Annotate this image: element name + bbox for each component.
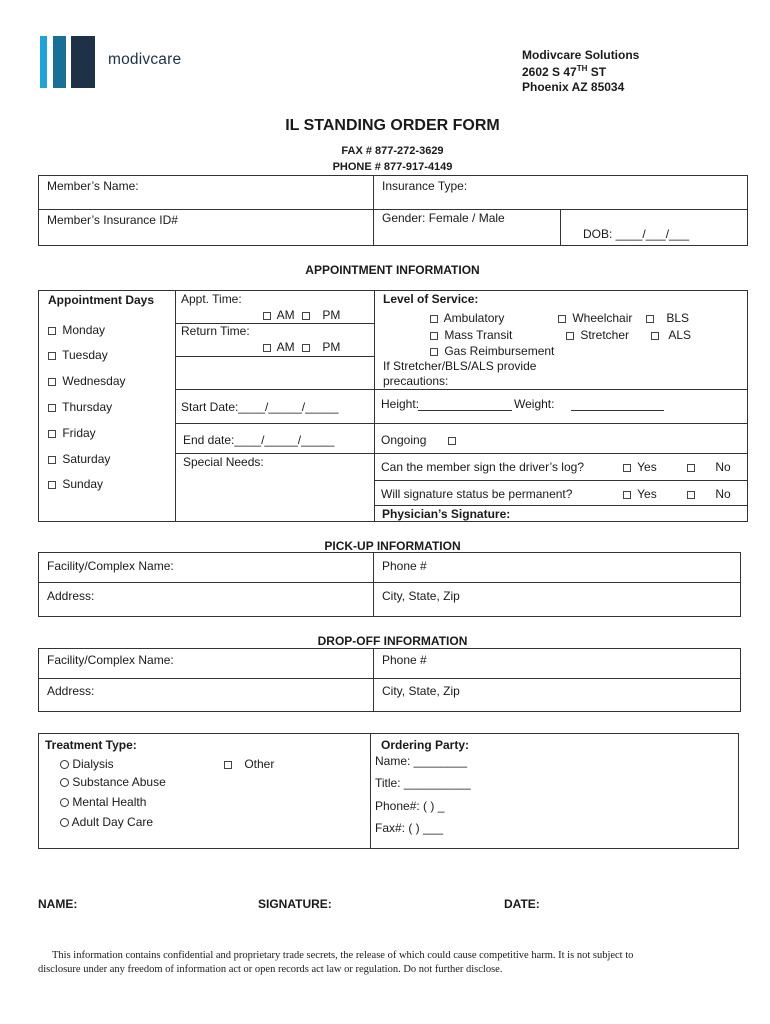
pickup-section-title: PICK-UP INFORMATION (324, 539, 461, 553)
appt-q-line-2 (374, 505, 748, 506)
logo-bar-2 (53, 36, 66, 88)
ongoing-label: Ongoing (381, 433, 427, 447)
checkbox[interactable] (48, 404, 56, 412)
pickup-divider-v (373, 552, 374, 617)
checkbox[interactable] (48, 352, 56, 360)
disclaimer-line-2: disclosure under any freedom of information act or open records act law or regulation. Do not further disclose. (38, 964, 503, 975)
member-name-field[interactable]: Member’s Name: (47, 179, 139, 193)
pm-label: PM (322, 308, 341, 322)
checkbox[interactable] (430, 315, 438, 323)
radio-button[interactable] (60, 760, 69, 769)
appt-special-line (175, 453, 748, 454)
yes-label: Yes (637, 460, 657, 474)
treatment-mental-health[interactable] (60, 795, 146, 809)
treatment-label: Adult Day Care (71, 815, 154, 829)
pickup-facility-field[interactable]: Facility/Complex Name: (47, 559, 174, 573)
gender-field[interactable]: Gender: Female / Male (382, 211, 505, 225)
am-label: AM (276, 340, 295, 354)
option-label: Stretcher (580, 328, 630, 342)
height-label: Height: (381, 397, 420, 411)
treatment-type-label: Treatment Type: (45, 738, 137, 752)
fax-number: FAX # 877-272-3629 (341, 145, 444, 157)
day-friday[interactable] (48, 426, 96, 440)
option-label: BLS (666, 311, 690, 325)
option-label: Mass Transit (444, 328, 513, 342)
appt-dates-line-2 (175, 423, 748, 424)
address-sup: TH (576, 64, 588, 73)
appt-time-label: Appt. Time: (181, 292, 242, 306)
radio-button[interactable] (60, 818, 69, 827)
form-title: IL STANDING ORDER FORM (285, 117, 500, 134)
appt-time-ampm[interactable] (263, 308, 340, 322)
ongoing-field[interactable] (381, 433, 459, 447)
day-label: Monday (62, 323, 106, 337)
return-time-label: Return Time: (181, 324, 250, 338)
precautions-line-2[interactable]: precautions: (383, 374, 449, 388)
ordering-name-field[interactable]: Name: ________ (375, 754, 468, 768)
dropoff-phone-field[interactable]: Phone # (382, 653, 427, 667)
dropoff-facility-field[interactable]: Facility/Complex Name: (47, 653, 174, 667)
no-label: No (715, 460, 731, 474)
dropoff-address-field[interactable]: Address: (47, 684, 95, 698)
member-divider-h (38, 209, 748, 210)
treatment-divider-v (370, 733, 371, 849)
checkbox[interactable] (48, 430, 56, 438)
pm-checkbox[interactable] (302, 344, 310, 352)
appt-q-line-1 (374, 480, 748, 481)
height-underline (418, 410, 512, 411)
checkbox[interactable] (48, 481, 56, 489)
checkbox[interactable] (430, 332, 438, 340)
day-wednesday[interactable] (48, 374, 126, 388)
checkbox[interactable] (558, 315, 566, 323)
special-needs-field[interactable]: Special Needs: (183, 455, 264, 469)
logo (40, 34, 190, 90)
day-monday[interactable] (48, 323, 105, 337)
signature-field[interactable]: SIGNATURE: (258, 897, 332, 911)
pickup-address-field[interactable]: Address: (47, 589, 95, 603)
checkbox[interactable] (224, 761, 232, 769)
day-label: Sunday (62, 477, 104, 491)
day-label: Wednesday (62, 374, 126, 388)
pickup-divider-h (38, 582, 741, 583)
pm-label: PM (322, 340, 341, 354)
treatment-dialysis[interactable] (60, 757, 114, 771)
checkbox[interactable] (566, 332, 574, 340)
treatment-substance-abuse[interactable] (60, 775, 166, 789)
day-tuesday[interactable] (48, 348, 108, 362)
option-wheelchair[interactable] (558, 311, 632, 325)
member-divider-v (373, 175, 374, 246)
disclaimer-line-1: This information contains confidential and proprietary trade secrets, the release of which could cause competitive harm. It is not subject to (52, 950, 634, 961)
end-date-field[interactable]: End date:____/_____/_____ (183, 433, 335, 447)
dropoff-section-title: DROP-OFF INFORMATION (317, 634, 468, 648)
am-label: AM (276, 308, 295, 322)
day-label: Friday (62, 426, 96, 440)
am-checkbox[interactable] (263, 312, 271, 320)
ordering-party-label: Ordering Party: (381, 738, 470, 752)
appt-col-divider-1 (175, 290, 176, 522)
option-label: Ambulatory (443, 311, 505, 325)
company-address (522, 64, 606, 79)
company-name: Modivcare Solutions (522, 48, 640, 62)
day-label: Tuesday (62, 348, 108, 362)
insurance-type-field[interactable]: Insurance Type: (382, 179, 468, 193)
dropoff-divider-v (373, 648, 374, 712)
appt-dates-line-1 (175, 389, 748, 390)
checkbox[interactable] (430, 348, 438, 356)
radio-button[interactable] (60, 778, 69, 787)
option-ambulatory[interactable] (430, 311, 504, 325)
insurance-id-field[interactable]: Member’s Insurance ID# (47, 213, 178, 227)
ordering-title-field[interactable]: Title: __________ (375, 776, 471, 790)
appt-col-divider-2 (374, 290, 375, 522)
checkbox[interactable] (48, 456, 56, 464)
am-checkbox[interactable] (263, 344, 271, 352)
dropoff-city-field[interactable]: City, State, Zip (382, 684, 460, 698)
treatment-label: Mental Health (72, 795, 147, 809)
return-time-ampm[interactable] (263, 340, 340, 354)
permanent-no[interactable] (687, 487, 731, 501)
logo-bar-1 (40, 36, 47, 88)
no-label: No (715, 487, 731, 501)
pickup-phone-field[interactable]: Phone # (382, 559, 427, 573)
day-thursday[interactable] (48, 400, 112, 414)
treatment-other[interactable] (224, 757, 274, 771)
option-label: ALS (668, 328, 692, 342)
weight-underline (571, 410, 664, 411)
treatment-adult-day-care[interactable] (60, 815, 153, 829)
checkbox[interactable] (48, 378, 56, 386)
treatment-label: Substance Abuse (72, 775, 166, 789)
dob-field[interactable]: DOB: ____/___/___ (583, 227, 690, 241)
physician-signature-field[interactable]: Physician’s Signature: (382, 507, 511, 521)
height-field[interactable] (381, 397, 419, 411)
name-signature-field[interactable]: NAME: (38, 897, 78, 911)
checkbox[interactable] (623, 464, 631, 472)
permanent-question: Will signature status be permanent? (381, 487, 573, 501)
appointment-section-title: APPOINTMENT INFORMATION (305, 263, 480, 277)
checkbox[interactable] (687, 464, 695, 472)
ongoing-checkbox[interactable] (448, 437, 456, 445)
treatment-label: Dialysis (72, 757, 114, 771)
dropoff-divider-h (38, 678, 741, 679)
pickup-city-field[interactable]: City, State, Zip (382, 589, 460, 603)
yes-label: Yes (637, 487, 657, 501)
address-tail: ST (587, 65, 607, 79)
option-label: Gas Reimbursement (444, 344, 555, 358)
weight-field[interactable] (514, 397, 554, 411)
sign-log-yes[interactable] (623, 460, 657, 474)
day-label: Saturday (62, 452, 111, 466)
logo-bar-3 (71, 36, 95, 88)
checkbox[interactable] (687, 491, 695, 499)
sign-log-question: Can the member sign the driver’s log? (381, 460, 584, 474)
other-label: Other (244, 757, 275, 771)
appt-return-line (175, 356, 375, 357)
day-label: Thursday (62, 400, 113, 414)
option-stretcher[interactable] (566, 328, 629, 342)
logo-text: modivcare (108, 51, 182, 68)
option-gas-reimbursement[interactable] (430, 344, 554, 358)
checkbox[interactable] (623, 491, 631, 499)
checkbox[interactable] (646, 315, 654, 323)
appointment-days-header: Appointment Days (48, 293, 155, 307)
sign-log-no[interactable] (687, 460, 731, 474)
date-field[interactable]: DATE: (504, 897, 540, 911)
checkbox[interactable] (48, 327, 56, 335)
option-bls[interactable] (646, 311, 689, 325)
radio-button[interactable] (60, 798, 69, 807)
permanent-yes[interactable] (623, 487, 657, 501)
ordering-phone-field[interactable]: Phone#: ( ) _ (375, 799, 445, 813)
dob-divider (560, 209, 561, 246)
start-date-field[interactable]: Start Date:____/_____/_____ (181, 400, 339, 414)
option-als[interactable] (651, 328, 691, 342)
phone-number: PHONE # 877-917-4149 (332, 161, 453, 173)
checkbox[interactable] (651, 332, 659, 340)
option-mass-transit[interactable] (430, 328, 512, 342)
precautions-line-1: If Stretcher/BLS/ALS provide (383, 359, 537, 373)
company-city: Phoenix AZ 85034 (522, 80, 625, 94)
day-saturday[interactable] (48, 452, 110, 466)
pm-checkbox[interactable] (302, 312, 310, 320)
address-street: 2602 S 47 (522, 65, 577, 79)
weight-label: Weight: (514, 397, 555, 411)
level-of-service-label: Level of Service: (383, 292, 479, 306)
day-sunday[interactable] (48, 477, 103, 491)
option-label: Wheelchair (572, 311, 633, 325)
ordering-fax-field[interactable]: Fax#: ( ) ___ (375, 821, 444, 835)
